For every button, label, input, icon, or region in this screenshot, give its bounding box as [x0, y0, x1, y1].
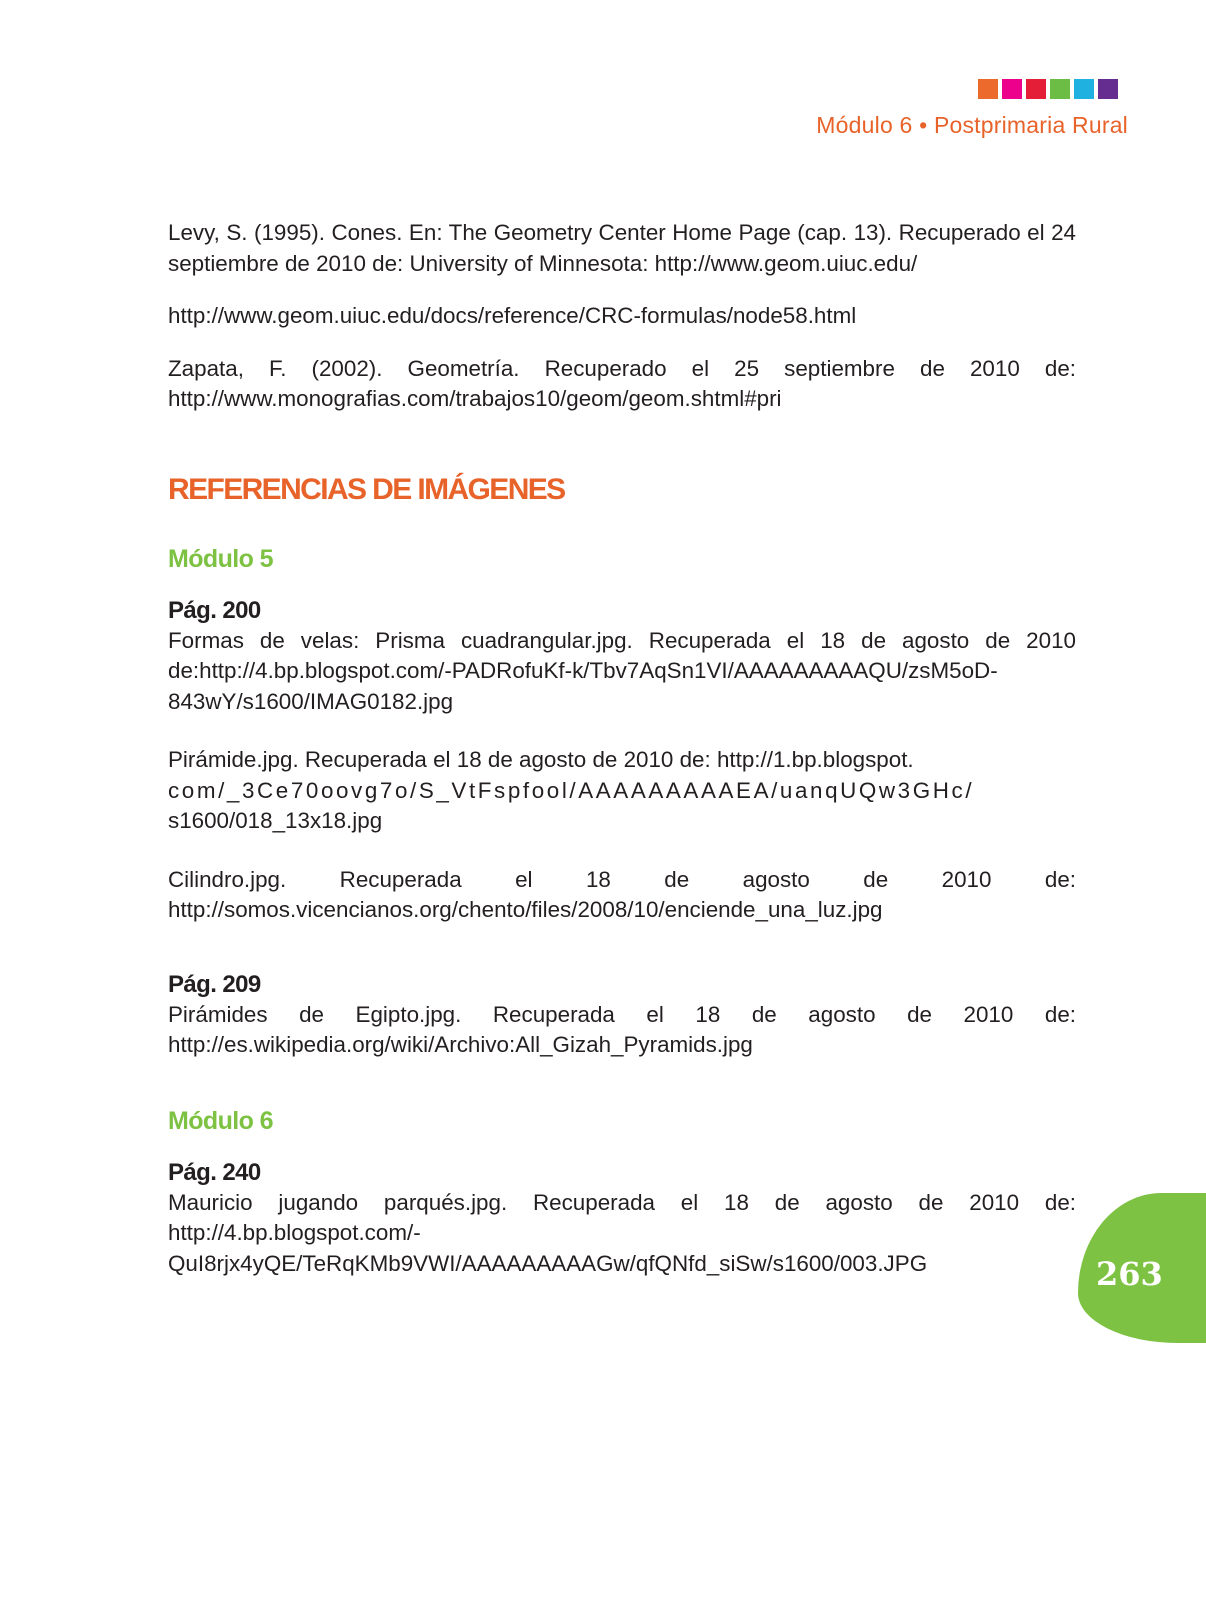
reference-piramide-line3: s1600/018_13x18.jpg	[168, 808, 383, 833]
reference-levy: Levy, S. (1995). Cones. En: The Geometry Center Home Page (cap. 13). Recuperado el 24 septiembre de 2010 de: University of Minnesota: http://www.geom.uiuc.edu/	[168, 220, 1076, 276]
reference-cilindro: Cilindro.jpg. Recuperada el 18 de agosto de 2010 de: http://somos.vicencianos.org/chento/files/2008/10/enciende_una_luz.jpg	[168, 866, 1076, 922]
section-title: REFERENCIAS DE IMÁGENES	[168, 472, 565, 506]
color-square-magenta	[1002, 79, 1022, 99]
color-square-red	[1026, 79, 1046, 99]
page-content	[168, 218, 1076, 1279]
module-5-heading: Módulo 5	[168, 544, 273, 573]
running-header: Módulo 6 • Postprimaria Rural	[816, 112, 1128, 138]
page-number: 263	[1096, 1255, 1163, 1293]
reference-velas: Formas de velas: Prisma cuadrangular.jpg. Recuperada el 18 de agosto de 2010 de:http://4.bp.blogspot.com/-PADRofuKf-k/Tbv7AqSn1VI/AAAAAAAAAQU/zsM5oD-843wY/s1600/IMAG0182.jpg	[168, 627, 1076, 714]
reference-parques: Mauricio jugando parqués.jpg. Recuperada el 18 de agosto de 2010 de: http://4.bp.blogspot.com/-QuI8rjx4yQE/TeRqKMb9VWI/AAAAAAAAAGw/qfQNfd_siSw/s1600/003.JPG	[168, 1189, 1076, 1276]
module-6-heading: Módulo 6	[168, 1106, 273, 1135]
page-200-label: Pág. 200	[168, 596, 261, 624]
reference-geom-url: http://www.geom.uiuc.edu/docs/reference/CRC-formulas/node58.html	[168, 303, 857, 328]
color-strip	[978, 79, 1118, 99]
reference-piramides-egipto: Pirámides de Egipto.jpg. Recuperada el 18 de agosto de 2010 de: http://es.wikipedia.org/wiki/Archivo:All_Gizah_Pyramids.jpg	[168, 1001, 1076, 1057]
color-square-orange	[978, 79, 998, 99]
reference-zapata: Zapata, F. (2002). Geometría. Recuperado el 25 septiembre de 2010 de: http://www.monografias.com/trabajos10/geom/geom.shtml#pri	[168, 355, 1076, 411]
color-square-green	[1050, 79, 1070, 99]
page-209-label: Pág. 209	[168, 970, 261, 998]
page-number-badge	[1078, 1193, 1206, 1343]
reference-piramide-line1: Pirámide.jpg. Recuperada el 18 de agosto de 2010 de: http://1.bp.blogspot.	[168, 747, 914, 772]
color-square-purple	[1098, 79, 1118, 99]
page-240-label: Pág. 240	[168, 1158, 261, 1186]
color-square-cyan	[1074, 79, 1094, 99]
reference-piramide-line2: com/_3Ce70oovg7o/S_VtFspfool/AAAAAAAAAEA/uanqUQw3GHc/	[168, 777, 975, 803]
